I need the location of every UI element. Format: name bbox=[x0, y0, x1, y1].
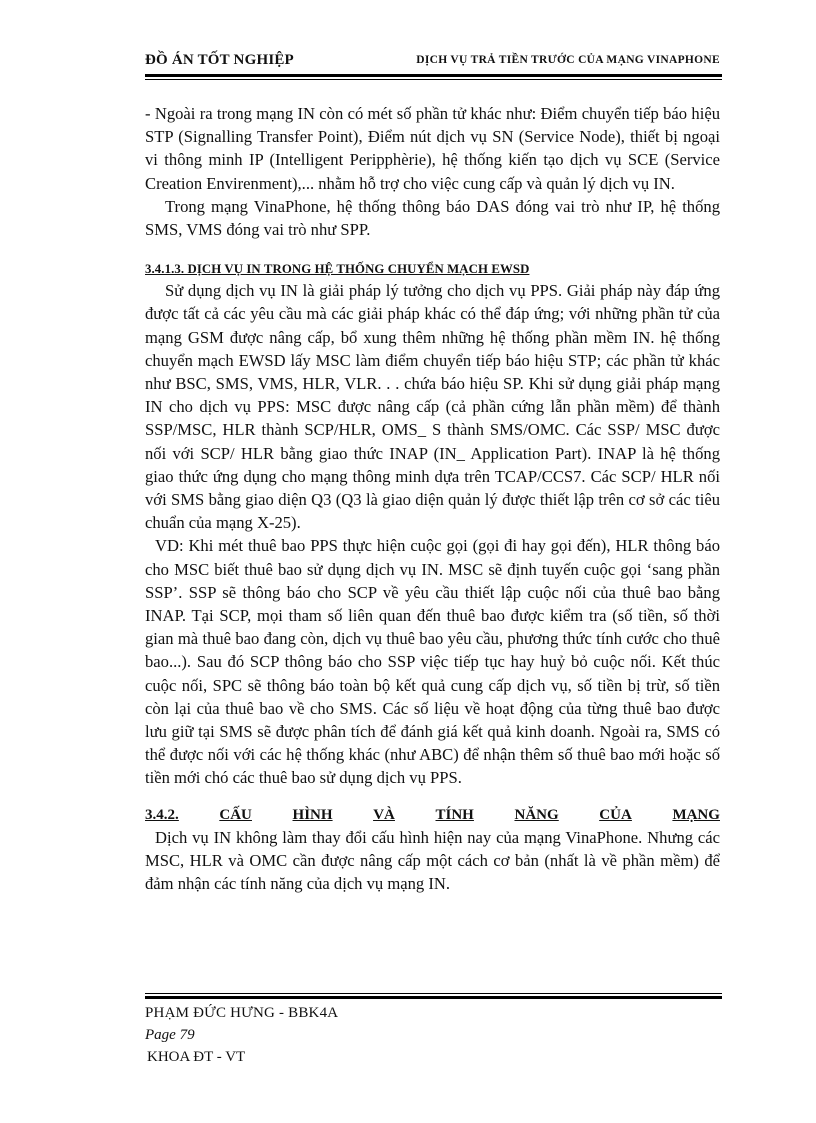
footer-rule-thin bbox=[145, 993, 722, 994]
section-heading-3-4-2 bbox=[145, 804, 720, 826]
spacer bbox=[145, 790, 720, 804]
heading-word: CẤU bbox=[219, 806, 252, 823]
paragraph-5: Dịch vụ IN không làm thay đổi cấu hình hiện nay của mạng VinaPhone. Nhưng các MSC, HLR và OMC cần được nâng cấp một cách cơ bản (nhất là về phần mềm) để đảm nhận các tính năng của dịch vụ mạng IN. bbox=[145, 827, 720, 894]
heading-word: NĂNG bbox=[514, 806, 559, 823]
footer-page-number: Page 79 bbox=[145, 1027, 195, 1043]
page-footer bbox=[145, 1002, 338, 1068]
footer-department: KHOA ĐT - VT bbox=[147, 1049, 246, 1065]
spacer bbox=[145, 241, 720, 259]
heading-word: 3.4.2. bbox=[145, 806, 179, 823]
paragraph-2: Trong mạng VinaPhone, hệ thống thông báo DAS đóng vai trò như IP, hệ thống SMS, VMS đóng vai trò như SPP. bbox=[145, 196, 720, 240]
paragraph-4: VD: Khi mét thuê bao PPS thực hiện cuộc gọi (gọi đi hay gọi đến), HLR thông báo cho MSC biết thuê bao sử dụng dịch vụ IN. MSC sẽ định tuyến cuộc gọi ‘sang phần SSP’. SSP sẽ thông báo cho SCP về yêu cầu thiết lập cuộc nối của thuê bao bằng INAP. Tại SCP, mọi tham số liên quan đến thuê bao được kiểm tra (số tiền, số thời gian mà thuê bao đang còn, dịch vụ thuê bao yêu cầu, phương thức tính cước cho thuê bao...). Sau đó SCP thông báo cho SSP việc tiếp tục hay huỷ bỏ cuộc nối. Kết thúc cuộc nối, SPC sẽ thông báo toàn bộ kết quả cung cấp dịch vụ, số tiền bị trừ, số tiền còn lại của thuê bao về cho SMS. Các số liệu về hoạt động của từng thuê bao được lưu giữ tại SMS sẽ được phân tích để đánh giá kết quả kinh doanh. Ngoài ra, SMS có thể được nối với các hệ thống khác (như ABC) để nhận thêm số thuê bao mới hoặc số tiền mới chó các thuê bao sử dụng dịch vụ PPS. bbox=[145, 536, 720, 788]
document-body bbox=[145, 102, 720, 895]
heading-word: MẠNG bbox=[672, 806, 720, 823]
header-rule-thin bbox=[145, 79, 722, 80]
section-heading-3-4-1-3: 3.4.1.3. DỊCH VỤ IN TRONG HỆ THỐNG CHUYỂN MẠCH EWSD bbox=[145, 262, 530, 277]
page-header bbox=[145, 50, 720, 74]
footer-author: PHẠM ĐỨC HƯNG - BBK4A bbox=[145, 1005, 339, 1021]
heading-word: HÌNH bbox=[292, 806, 333, 823]
heading-word: VÀ bbox=[373, 806, 395, 823]
heading-word: CỦA bbox=[599, 806, 632, 823]
header-title-left: ĐỒ ÁN TỐT NGHIỆP bbox=[145, 52, 294, 68]
header-rule-thick bbox=[145, 74, 722, 77]
heading-word: TÍNH bbox=[435, 806, 474, 823]
footer-rule-thick bbox=[145, 996, 722, 999]
paragraph-1: - Ngoài ra trong mạng IN còn có mét số phần tử khác như: Điểm chuyển tiếp báo hiệu STP (Signalling Transfer Point), Điểm nút dịch vụ SN (Service Node), thiết bị ngoại vi thông minh IP (Intelligent Peripphèrie), hệ thống kiến tạo dịch vụ SCE (Service Creation Envirenment),... nhằm hỗ trợ cho việc cung cấp và quản lý dịch vụ IN. bbox=[145, 104, 720, 193]
header-title-right: DỊCH VỤ TRẢ TIỀN TRƯỚC CỦA MẠNG VINAPHONE bbox=[416, 54, 720, 66]
paragraph-3: Sử dụng dịch vụ IN là giải pháp lý tưởng cho dịch vụ PPS. Giải pháp này đáp ứng được tất cả các yêu cầu mà các giải pháp khác có thể đáp ứng; với những phần tử của mạng GSM được nâng cấp, bổ xung thêm những hệ thống phần mềm IN. hệ thống chuyển mạch EWSD lấy MSC làm điểm chuyển tiếp báo hiệu STP; các phần tử khác như BSC, SMS, VMS, HLR, VLR. . . chứa báo hiệu SP. Khi sử dụng giải pháp mạng IN cho dịch vụ PPS: MSC được nâng cấp (cả phần cứng lẫn phần mềm) để thành SSP/MSC, HLR thành SCP/HLR, OMS_ S thành SMS/OMC. Các SSP/ MSC được nối với SCP/ HLR bằng giao thức INAP (IN_ Application Part). INAP là hệ thống giao thức ứng dụng cho mạng thông minh dựa trên TCAP/CCS7. Các SCP/ HLR nối với SMS bằng giao diện Q3 (Q3 là giao diện quản lý được thiết lập trên cơ sở các tiêu chuẩn của mạng X-25). bbox=[145, 281, 720, 533]
